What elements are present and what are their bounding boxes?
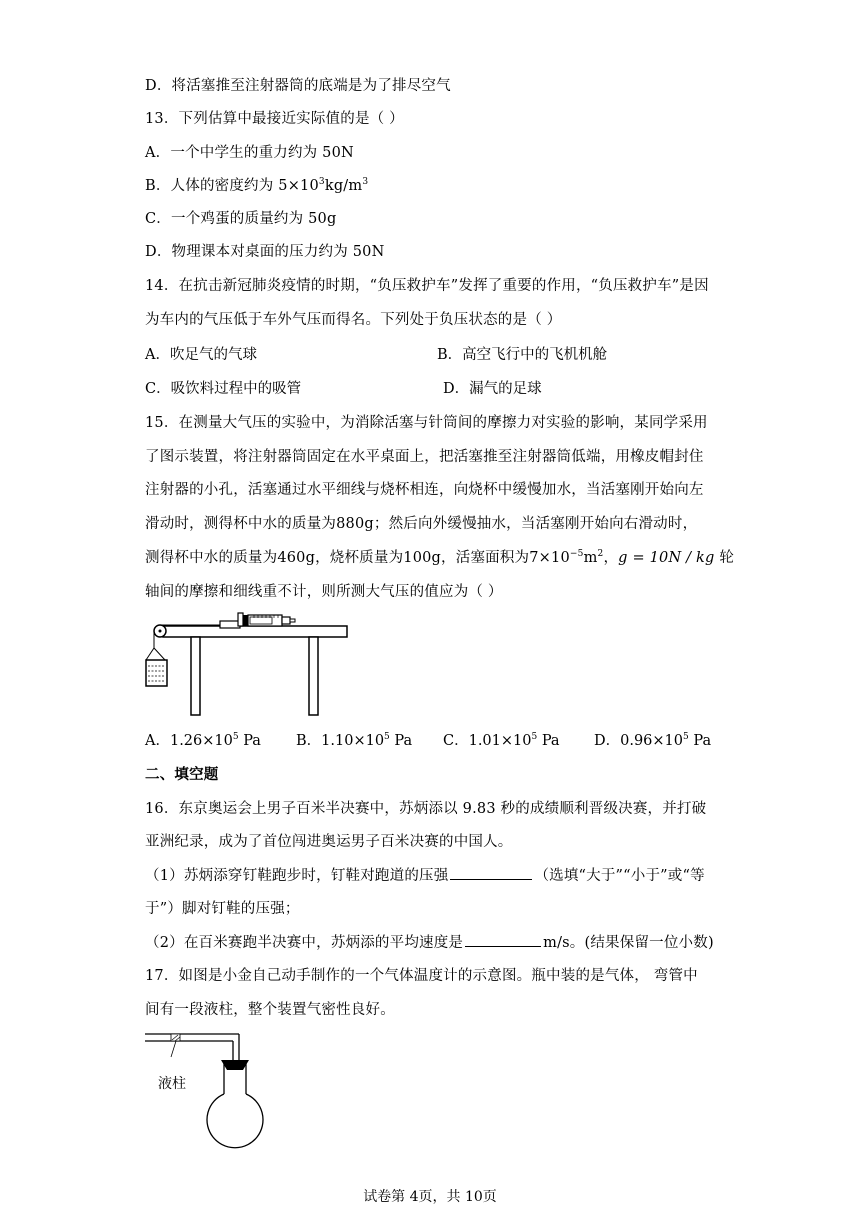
q14-option-c: C．吸饮料过程中的吸管 xyxy=(145,381,302,397)
q17-stem-line2: 间有一段液柱，整个装置气密性良好。 xyxy=(145,1002,395,1018)
liquid-column-label: 液柱 xyxy=(158,1076,186,1092)
q14-option-b: B．高空飞行中的飞机机舱 xyxy=(437,347,608,363)
q13-option-d: D．物理课本对桌面的压力约为 50N xyxy=(145,244,385,260)
q15-option-a: A．$1.26\times 10^5$ Pa xyxy=(145,732,261,749)
page-footer: 试卷第 4页，共 10页 xyxy=(363,1189,497,1205)
q15-option-c: C．$1.01\times 10^5$ Pa xyxy=(443,732,560,749)
q15-stem-line5: 测得杯中水的质量为460g，烧杯质量为100g，活塞面积为$7\times 10^{-5}m^2$，g = 10N / kg 轮 xyxy=(145,549,735,566)
q15-stem-line1: 15．在测量大气压的实验中，为消除活塞与针筒间的摩擦力对实验的影响，某同学采用 xyxy=(145,415,708,431)
q16-subquestion-1: （1）苏炳添穿钉鞋跑步时，钉鞋对跑道的压强 （选填“大于”“小于”或“等 xyxy=(145,868,705,884)
q16-stem-line2: 亚洲纪录，成为了首位闯进奥运男子百米决赛的中国人。 xyxy=(145,834,513,850)
q16-stem-line1: 16．东京奥运会上男子百米半决赛中，苏炳添以 9.83 秒的成绩顺利晋级决赛，并打破 xyxy=(145,801,707,817)
q15-stem-line6: 轴间的摩擦和细线重不计，则所测大气压的值应为（ ） xyxy=(145,584,503,600)
q15-stem-line4: 滑动时，测得杯中水的质量为880g；然后向外缓慢抽水，当活塞刚开始向右滑动时， xyxy=(145,516,698,532)
section-title-fill-in: 二、填空题 xyxy=(145,766,219,783)
q14-stem-line2: 为车内的气压低于车外气压而得名。下列处于负压状态的是（ ） xyxy=(145,312,562,328)
q15-option-d: D．$0.96\times 10^5$ Pa xyxy=(594,732,712,749)
q12-option-d: D．将活塞推至注射器筒的底端是为了排尽空气 xyxy=(145,78,451,94)
q15-stem-line3: 注射器的小孔，活塞通过水平细线与烧杯相连，向烧杯中缓慢加水，当活塞刚开始向左 xyxy=(145,482,704,498)
q16-subquestion-1-cont: 于”）脚对钉鞋的压强； xyxy=(145,901,300,917)
q14-option-d: D．漏气的足球 xyxy=(443,381,542,397)
q16-subquestion-2: （2）在百米赛跑半决赛中，苏炳添的平均速度是 m/s。(结果保留一位小数) xyxy=(145,935,714,951)
q14-option-a: A．吹足气的气球 xyxy=(145,347,257,363)
q14-stem-line1: 14．在抗击新冠肺炎疫情的时期，“负压救护车”发挥了重要的作用，“负压救护车”是因 xyxy=(145,278,709,294)
q15-apparatus-figure xyxy=(145,604,355,716)
q17-stem-line1: 17．如图是小金自己动手制作的一个气体温度计的示意图。瓶中装的是气体， 弯管中 xyxy=(145,968,698,984)
answer-blank[interactable] xyxy=(450,867,532,880)
q13-stem: 13．下列估算中最接近实际值的是（ ） xyxy=(145,111,404,127)
answer-blank[interactable] xyxy=(465,934,541,947)
q17-thermometer-figure xyxy=(145,1030,275,1180)
q13-option-c: C．一个鸡蛋的质量约为 50g xyxy=(145,211,337,227)
q13-option-b: B．人体的密度约为 $5\times 10^3kg/m^3$ xyxy=(145,177,369,194)
q15-stem-line2: 了图示装置，将注射器筒固定在水平桌面上，把活塞推至注射器筒低端，用橡皮帽封住 xyxy=(145,449,704,465)
q13-option-a: A．一个中学生的重力约为 50N xyxy=(145,145,354,161)
q15-option-b: B．$1.10\times 10^5$ Pa xyxy=(296,732,413,749)
